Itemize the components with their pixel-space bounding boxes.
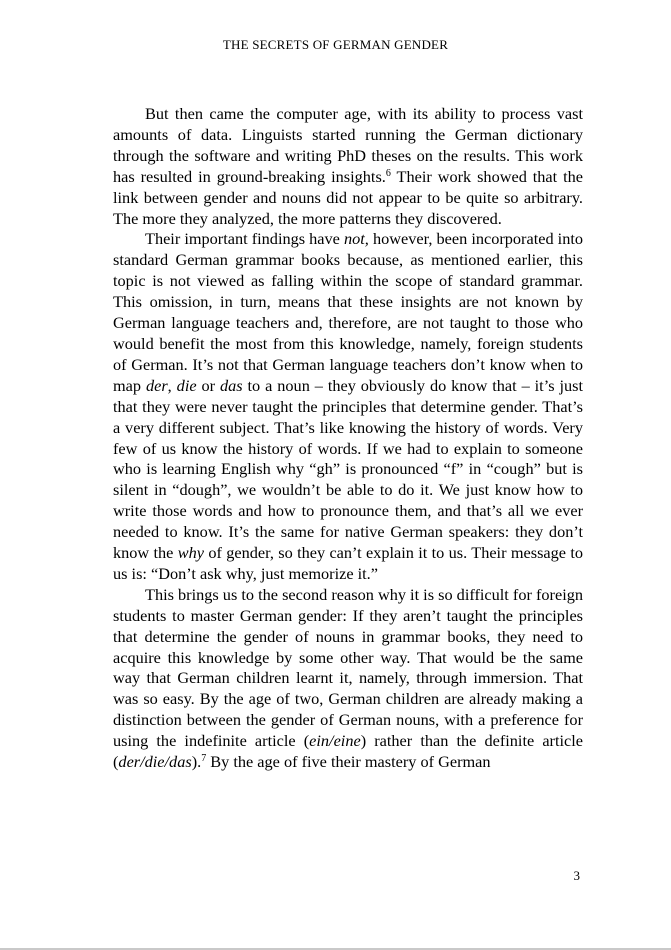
emphasis-der: der bbox=[145, 375, 168, 395]
running-header: THE SECRETS OF GERMAN GENDER bbox=[222, 37, 449, 52]
page-number: 3 bbox=[573, 868, 580, 883]
paragraph-1: But then came the computer age, with its ability to process vast amounts of data. Linguists started running the German dictionary through the software and writing PhD theses on the results. This work has resulted in ground-breaking insights.$^6$ Their work showed that the link between gender and nouns did not appear to be quite so arbitrary. The more they analyzed, the more patterns they discovered. bbox=[113, 104, 583, 228]
emphasis-der-die-das: der/die/das bbox=[118, 752, 192, 772]
footnote-ref-7[interactable]: 7 bbox=[201, 753, 207, 765]
emphasis-die: die bbox=[176, 375, 197, 395]
emphasis-das: das bbox=[219, 375, 243, 395]
paragraph-2: Their important findings have not, however, been incorporated into standard German grammar books because, as mentioned earlier, this topic is not viewed as falling within the scope of standard grammar. This omission, in turn, means that these insights are not known by German language teachers and, therefore, are not taught to those who would benefit the most from this knowledge, namely, foreign students of German. It’s not that German language teachers don’t know when to map der, die or das to a noun – they obviously do know that – it’s just that they were never taught the principles that determine gender. That’s a very different subject. That’s like knowing the history of words. Very few of us know the history of words. If we had to explain to someone who is learning English why “gh” is pronounced “f” in “cough” but is silent in “dough”, we wouldn’t be able to do it. We just know how to write those words and how to pronounce them, and that’s all we ever needed to know. It’s the same for native German speakers: they don’t know the why of gender, so they can’t explain it to us. Their message to us is: “Don’t ask why, just memorize it.” bbox=[113, 229, 584, 583]
body-text bbox=[113, 104, 583, 773]
emphasis-not: not, bbox=[343, 229, 369, 249]
paragraph-3: This brings us to the second reason why it is so difficult for foreign students to master German gender: If they aren’t taught the principles that determine the gender of nouns in grammar books, they need to acquire this knowledge by some other way. That would be the same way that German children learnt it, namely, through immersion. That was so easy. By the age of two, German children are already making a distinction between the gender of German nouns, with a preference for using the indefinite article (ein/eine) rather than the definite article (der/die/das).$^7$ By the age of five their mastery of German bbox=[113, 584, 584, 772]
emphasis-ein-eine: ein/eine bbox=[309, 731, 361, 751]
footnote-ref-6[interactable]: 6 bbox=[385, 167, 391, 179]
emphasis-why: why bbox=[177, 543, 204, 563]
